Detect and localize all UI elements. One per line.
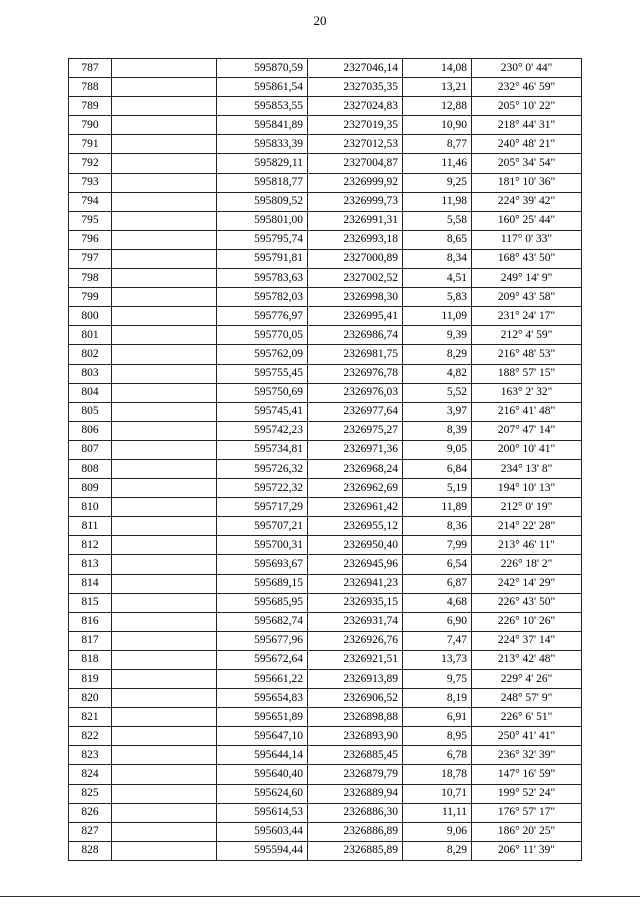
table-row	[69, 288, 582, 307]
length-cell: 13,21	[403, 78, 472, 97]
x-coordinate-cell: 595783,63	[217, 269, 308, 288]
point-number-cell: 806	[69, 421, 112, 440]
table-row	[69, 536, 582, 555]
length-cell: 14,08	[403, 59, 472, 78]
y-coordinate-cell: 2327019,35	[308, 116, 403, 135]
y-coordinate-cell: 2326991,31	[308, 211, 403, 230]
empty-cell	[112, 269, 217, 288]
y-coordinate-cell: 2326941,23	[308, 574, 403, 593]
point-number-cell: 824	[69, 765, 112, 784]
y-coordinate-cell: 2326998,30	[308, 288, 403, 307]
empty-cell	[112, 326, 217, 345]
empty-cell	[112, 249, 217, 268]
point-number-cell: 787	[69, 59, 112, 78]
table-row	[69, 459, 582, 478]
x-coordinate-cell: 595829,11	[217, 154, 308, 173]
table-row	[69, 612, 582, 631]
y-coordinate-cell: 2326986,74	[308, 326, 403, 345]
length-cell: 6,90	[403, 612, 472, 631]
y-coordinate-cell: 2326993,18	[308, 230, 403, 249]
table-row	[69, 650, 582, 669]
bearing-cell: 248° 57' 9"	[472, 689, 582, 708]
coordinates-table-body	[69, 59, 582, 861]
bearing-cell: 181° 10' 36"	[472, 173, 582, 192]
length-cell: 8,34	[403, 249, 472, 268]
bearing-cell: 213° 42' 48"	[472, 650, 582, 669]
y-coordinate-cell: 2326977,64	[308, 402, 403, 421]
table-row	[69, 78, 582, 97]
table-row	[69, 421, 582, 440]
x-coordinate-cell: 595861,54	[217, 78, 308, 97]
point-number-cell: 809	[69, 479, 112, 498]
table-row	[69, 746, 582, 765]
empty-cell	[112, 288, 217, 307]
y-coordinate-cell: 2326995,41	[308, 307, 403, 326]
point-number-cell: 820	[69, 689, 112, 708]
bearing-cell: 205° 34' 54"	[472, 154, 582, 173]
y-coordinate-cell: 2326898,88	[308, 708, 403, 727]
x-coordinate-cell: 595755,45	[217, 364, 308, 383]
table-row	[69, 364, 582, 383]
length-cell: 7,99	[403, 536, 472, 555]
length-cell: 6,91	[403, 708, 472, 727]
x-coordinate-cell: 595770,05	[217, 326, 308, 345]
table-row	[69, 803, 582, 822]
point-number-cell: 799	[69, 288, 112, 307]
empty-cell	[112, 536, 217, 555]
length-cell: 5,19	[403, 479, 472, 498]
y-coordinate-cell: 2326893,90	[308, 727, 403, 746]
table-row	[69, 498, 582, 517]
point-number-cell: 789	[69, 97, 112, 116]
x-coordinate-cell: 595689,15	[217, 574, 308, 593]
x-coordinate-cell: 595700,31	[217, 536, 308, 555]
length-cell: 11,46	[403, 154, 472, 173]
bearing-cell: 224° 39' 42"	[472, 192, 582, 211]
point-number-cell: 796	[69, 230, 112, 249]
bearing-cell: 213° 46' 11"	[472, 536, 582, 555]
length-cell: 9,39	[403, 326, 472, 345]
x-coordinate-cell: 595745,41	[217, 402, 308, 421]
y-coordinate-cell: 2327024,83	[308, 97, 403, 116]
x-coordinate-cell: 595762,09	[217, 345, 308, 364]
length-cell: 11,11	[403, 803, 472, 822]
y-coordinate-cell: 2326962,69	[308, 479, 403, 498]
x-coordinate-cell: 595693,67	[217, 555, 308, 574]
point-number-cell: 800	[69, 307, 112, 326]
x-coordinate-cell: 595647,10	[217, 727, 308, 746]
bearing-cell: 234° 13' 8"	[472, 459, 582, 478]
bearing-cell: 160° 25' 44"	[472, 211, 582, 230]
table-row	[69, 135, 582, 154]
point-number-cell: 797	[69, 249, 112, 268]
point-number-cell: 794	[69, 192, 112, 211]
y-coordinate-cell: 2326999,73	[308, 192, 403, 211]
point-number-cell: 816	[69, 612, 112, 631]
point-number-cell: 788	[69, 78, 112, 97]
y-coordinate-cell: 2326913,89	[308, 670, 403, 689]
x-coordinate-cell: 595782,03	[217, 288, 308, 307]
empty-cell	[112, 97, 217, 116]
x-coordinate-cell: 595734,81	[217, 440, 308, 459]
x-coordinate-cell: 595685,95	[217, 593, 308, 612]
bearing-cell: 200° 10' 41"	[472, 440, 582, 459]
point-number-cell: 795	[69, 211, 112, 230]
y-coordinate-cell: 2326926,76	[308, 631, 403, 650]
length-cell: 9,06	[403, 822, 472, 841]
y-coordinate-cell: 2326885,45	[308, 746, 403, 765]
empty-cell	[112, 440, 217, 459]
table-row	[69, 765, 582, 784]
x-coordinate-cell: 595644,14	[217, 746, 308, 765]
empty-cell	[112, 784, 217, 803]
bearing-cell: 226° 18' 2"	[472, 555, 582, 574]
point-number-cell: 827	[69, 822, 112, 841]
table-row	[69, 211, 582, 230]
length-cell: 7,47	[403, 631, 472, 650]
empty-cell	[112, 154, 217, 173]
bearing-cell: 216° 41' 48"	[472, 402, 582, 421]
length-cell: 8,65	[403, 230, 472, 249]
empty-cell	[112, 402, 217, 421]
empty-cell	[112, 708, 217, 727]
x-coordinate-cell: 595654,83	[217, 689, 308, 708]
empty-cell	[112, 727, 217, 746]
y-coordinate-cell: 2326945,96	[308, 555, 403, 574]
empty-cell	[112, 59, 217, 78]
y-coordinate-cell: 2326955,12	[308, 517, 403, 536]
empty-cell	[112, 765, 217, 784]
point-number-cell: 803	[69, 364, 112, 383]
length-cell: 9,05	[403, 440, 472, 459]
table-row	[69, 402, 582, 421]
length-cell: 8,95	[403, 727, 472, 746]
length-cell: 4,51	[403, 269, 472, 288]
x-coordinate-cell: 595651,89	[217, 708, 308, 727]
bearing-cell: 194° 10' 13"	[472, 479, 582, 498]
bearing-cell: 212° 4' 59"	[472, 326, 582, 345]
point-number-cell: 826	[69, 803, 112, 822]
x-coordinate-cell: 595682,74	[217, 612, 308, 631]
empty-cell	[112, 78, 217, 97]
empty-cell	[112, 364, 217, 383]
bearing-cell: 212° 0' 19"	[472, 498, 582, 517]
length-cell: 8,19	[403, 689, 472, 708]
empty-cell	[112, 670, 217, 689]
bearing-cell: 206° 11' 39"	[472, 841, 582, 860]
point-number-cell: 792	[69, 154, 112, 173]
empty-cell	[112, 631, 217, 650]
table-row	[69, 517, 582, 536]
x-coordinate-cell: 595717,29	[217, 498, 308, 517]
length-cell: 8,29	[403, 841, 472, 860]
y-coordinate-cell: 2327012,53	[308, 135, 403, 154]
table-row	[69, 670, 582, 689]
bearing-cell: 207° 47' 14"	[472, 421, 582, 440]
point-number-cell: 818	[69, 650, 112, 669]
x-coordinate-cell: 595833,39	[217, 135, 308, 154]
point-number-cell: 819	[69, 670, 112, 689]
point-number-cell: 807	[69, 440, 112, 459]
point-number-cell: 791	[69, 135, 112, 154]
y-coordinate-cell: 2326935,15	[308, 593, 403, 612]
point-number-cell: 825	[69, 784, 112, 803]
x-coordinate-cell: 595801,00	[217, 211, 308, 230]
length-cell: 12,88	[403, 97, 472, 116]
table-row	[69, 555, 582, 574]
length-cell: 11,98	[403, 192, 472, 211]
bearing-cell: 232° 46' 59"	[472, 78, 582, 97]
y-coordinate-cell: 2327002,52	[308, 269, 403, 288]
bearing-cell: 168° 43' 50"	[472, 249, 582, 268]
table-row	[69, 307, 582, 326]
length-cell: 5,83	[403, 288, 472, 307]
point-number-cell: 823	[69, 746, 112, 765]
empty-cell	[112, 192, 217, 211]
y-coordinate-cell: 2326976,78	[308, 364, 403, 383]
y-coordinate-cell: 2326950,40	[308, 536, 403, 555]
table-row	[69, 326, 582, 345]
point-number-cell: 790	[69, 116, 112, 135]
y-coordinate-cell: 2326931,74	[308, 612, 403, 631]
empty-cell	[112, 746, 217, 765]
length-cell: 8,36	[403, 517, 472, 536]
length-cell: 8,77	[403, 135, 472, 154]
y-coordinate-cell: 2327046,14	[308, 59, 403, 78]
table-row	[69, 97, 582, 116]
y-coordinate-cell: 2327004,87	[308, 154, 403, 173]
x-coordinate-cell: 595795,74	[217, 230, 308, 249]
empty-cell	[112, 689, 217, 708]
empty-cell	[112, 841, 217, 860]
bearing-cell: 231° 24' 17"	[472, 307, 582, 326]
table-row	[69, 822, 582, 841]
empty-cell	[112, 803, 217, 822]
y-coordinate-cell: 2326885,89	[308, 841, 403, 860]
bearing-cell: 214° 22' 28"	[472, 517, 582, 536]
bearing-cell: 205° 10' 22"	[472, 97, 582, 116]
page-number: 20	[313, 13, 327, 28]
length-cell: 6,87	[403, 574, 472, 593]
bearing-cell: 218° 44' 31"	[472, 116, 582, 135]
table-row	[69, 784, 582, 803]
point-number-cell: 814	[69, 574, 112, 593]
x-coordinate-cell: 595677,96	[217, 631, 308, 650]
point-number-cell: 798	[69, 269, 112, 288]
length-cell: 6,54	[403, 555, 472, 574]
empty-cell	[112, 650, 217, 669]
bearing-cell: 242° 14' 29"	[472, 574, 582, 593]
bearing-cell: 163° 2' 32"	[472, 383, 582, 402]
x-coordinate-cell: 595661,22	[217, 670, 308, 689]
y-coordinate-cell: 2326889,94	[308, 784, 403, 803]
bearing-cell: 226° 10' 26"	[472, 612, 582, 631]
bearing-cell: 240° 48' 21"	[472, 135, 582, 154]
bearing-cell: 117° 0' 33"	[472, 230, 582, 249]
y-coordinate-cell: 2327000,89	[308, 249, 403, 268]
empty-cell	[112, 479, 217, 498]
empty-cell	[112, 574, 217, 593]
table-row	[69, 192, 582, 211]
x-coordinate-cell: 595640,40	[217, 765, 308, 784]
x-coordinate-cell: 595750,69	[217, 383, 308, 402]
point-number-cell: 815	[69, 593, 112, 612]
bearing-cell: 188° 57' 15"	[472, 364, 582, 383]
empty-cell	[112, 173, 217, 192]
point-number-cell: 802	[69, 345, 112, 364]
y-coordinate-cell: 2326968,24	[308, 459, 403, 478]
table-row	[69, 345, 582, 364]
y-coordinate-cell: 2326976,03	[308, 383, 403, 402]
point-number-cell: 793	[69, 173, 112, 192]
length-cell: 18,78	[403, 765, 472, 784]
x-coordinate-cell: 595809,52	[217, 192, 308, 211]
x-coordinate-cell: 595791,81	[217, 249, 308, 268]
length-cell: 8,29	[403, 345, 472, 364]
empty-cell	[112, 307, 217, 326]
empty-cell	[112, 612, 217, 631]
x-coordinate-cell: 595870,59	[217, 59, 308, 78]
y-coordinate-cell: 2326971,36	[308, 440, 403, 459]
x-coordinate-cell: 595776,97	[217, 307, 308, 326]
point-number-cell: 810	[69, 498, 112, 517]
y-coordinate-cell: 2326921,51	[308, 650, 403, 669]
empty-cell	[112, 459, 217, 478]
y-coordinate-cell: 2327035,35	[308, 78, 403, 97]
length-cell: 6,84	[403, 459, 472, 478]
bearing-cell: 226° 43' 50"	[472, 593, 582, 612]
table-row	[69, 154, 582, 173]
bearing-cell: 216° 48' 53"	[472, 345, 582, 364]
y-coordinate-cell: 2326975,27	[308, 421, 403, 440]
table-row	[69, 173, 582, 192]
table-row	[69, 269, 582, 288]
x-coordinate-cell: 595672,64	[217, 650, 308, 669]
length-cell: 3,97	[403, 402, 472, 421]
point-number-cell: 801	[69, 326, 112, 345]
table-row	[69, 574, 582, 593]
bearing-cell: 199° 52' 24"	[472, 784, 582, 803]
table-row	[69, 440, 582, 459]
y-coordinate-cell: 2326999,92	[308, 173, 403, 192]
y-coordinate-cell: 2326981,75	[308, 345, 403, 364]
x-coordinate-cell: 595614,53	[217, 803, 308, 822]
table-row	[69, 230, 582, 249]
coordinates-table	[68, 58, 582, 861]
length-cell: 9,75	[403, 670, 472, 689]
length-cell: 4,68	[403, 593, 472, 612]
point-number-cell: 822	[69, 727, 112, 746]
point-number-cell: 812	[69, 536, 112, 555]
empty-cell	[112, 116, 217, 135]
empty-cell	[112, 345, 217, 364]
length-cell: 10,90	[403, 116, 472, 135]
bearing-cell: 229° 4' 26"	[472, 670, 582, 689]
empty-cell	[112, 555, 217, 574]
bearing-cell: 249° 14' 9"	[472, 269, 582, 288]
point-number-cell: 821	[69, 708, 112, 727]
length-cell: 4,82	[403, 364, 472, 383]
table-row	[69, 689, 582, 708]
x-coordinate-cell: 595707,21	[217, 517, 308, 536]
length-cell: 11,09	[403, 307, 472, 326]
table-row	[69, 631, 582, 650]
table-row	[69, 727, 582, 746]
length-cell: 10,71	[403, 784, 472, 803]
table-row	[69, 249, 582, 268]
table-row	[69, 841, 582, 860]
empty-cell	[112, 421, 217, 440]
bearing-cell: 176° 57' 17"	[472, 803, 582, 822]
y-coordinate-cell: 2326879,79	[308, 765, 403, 784]
bearing-cell: 209° 43' 58"	[472, 288, 582, 307]
y-coordinate-cell: 2326961,42	[308, 498, 403, 517]
length-cell: 13,73	[403, 650, 472, 669]
length-cell: 5,58	[403, 211, 472, 230]
bearing-cell: 250° 41' 41"	[472, 727, 582, 746]
empty-cell	[112, 593, 217, 612]
point-number-cell: 813	[69, 555, 112, 574]
table-row	[69, 383, 582, 402]
x-coordinate-cell: 595603,44	[217, 822, 308, 841]
x-coordinate-cell: 595818,77	[217, 173, 308, 192]
y-coordinate-cell: 2326906,52	[308, 689, 403, 708]
bearing-cell: 186° 20' 25"	[472, 822, 582, 841]
bearing-cell: 147° 16' 59"	[472, 765, 582, 784]
empty-cell	[112, 383, 217, 402]
x-coordinate-cell: 595722,32	[217, 479, 308, 498]
table-row	[69, 593, 582, 612]
x-coordinate-cell: 595841,89	[217, 116, 308, 135]
table-row	[69, 59, 582, 78]
length-cell: 8,39	[403, 421, 472, 440]
point-number-cell: 811	[69, 517, 112, 536]
y-coordinate-cell: 2326886,30	[308, 803, 403, 822]
x-coordinate-cell: 595853,55	[217, 97, 308, 116]
empty-cell	[112, 211, 217, 230]
empty-cell	[112, 230, 217, 249]
length-cell: 11,89	[403, 498, 472, 517]
length-cell: 9,25	[403, 173, 472, 192]
x-coordinate-cell: 595726,32	[217, 459, 308, 478]
length-cell: 6,78	[403, 746, 472, 765]
point-number-cell: 808	[69, 459, 112, 478]
bearing-cell: 230° 0' 44"	[472, 59, 582, 78]
empty-cell	[112, 517, 217, 536]
bearing-cell: 226° 6' 51"	[472, 708, 582, 727]
table-row	[69, 116, 582, 135]
bottom-rule	[0, 896, 640, 897]
table-row	[69, 708, 582, 727]
x-coordinate-cell: 595594,44	[217, 841, 308, 860]
point-number-cell: 828	[69, 841, 112, 860]
table-row	[69, 479, 582, 498]
point-number-cell: 805	[69, 402, 112, 421]
empty-cell	[112, 135, 217, 154]
length-cell: 5,52	[403, 383, 472, 402]
x-coordinate-cell: 595624,60	[217, 784, 308, 803]
bearing-cell: 224° 37' 14"	[472, 631, 582, 650]
x-coordinate-cell: 595742,23	[217, 421, 308, 440]
point-number-cell: 804	[69, 383, 112, 402]
bearing-cell: 236° 32' 39"	[472, 746, 582, 765]
point-number-cell: 817	[69, 631, 112, 650]
empty-cell	[112, 498, 217, 517]
empty-cell	[112, 822, 217, 841]
y-coordinate-cell: 2326886,89	[308, 822, 403, 841]
